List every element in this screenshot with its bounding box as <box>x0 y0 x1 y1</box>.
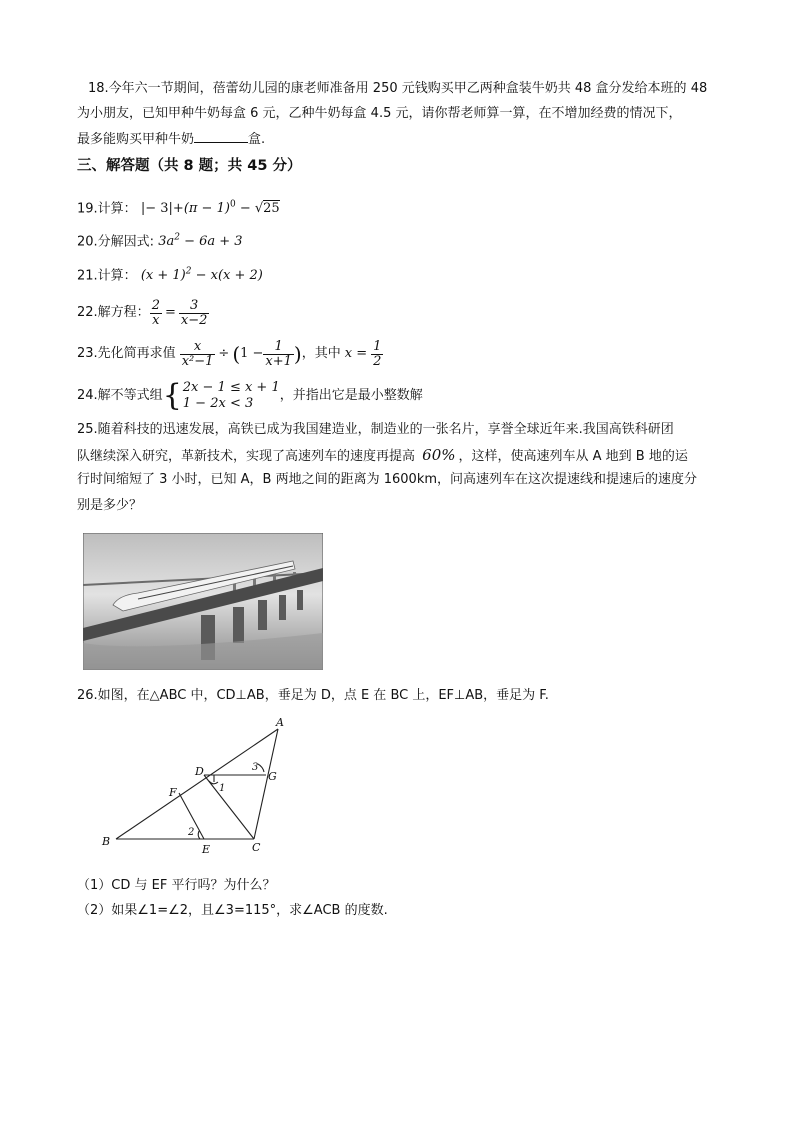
answer-blank <box>194 130 248 143</box>
q26-sub1: （1）CD 与 EF 平行吗？为什么？ <box>77 878 276 893</box>
q25-line3: 行时间缩短了 3 小时，已知 A，B 两地之间的距离为 1600km，问高速列车在这次提速线和提速后的速度分 <box>77 472 698 487</box>
q25-line4: 别是多少？ <box>77 498 143 513</box>
side-AB <box>116 729 278 839</box>
q23-mid: ，其中 <box>301 346 341 361</box>
q18-line2: 为小朋友，已知甲种牛奶每盒 6 元，乙种牛奶每盒 4.5 元，请你帮老师算一算，在不增加经费的情况下， <box>77 106 682 121</box>
high-speed-train-photo <box>83 533 323 670</box>
label-D: D <box>195 765 204 778</box>
q24-label: 24.解不等式组 <box>77 388 163 403</box>
q23-one-minus: 1 − <box>240 346 264 361</box>
angle-2: 2 <box>188 827 195 838</box>
q21 <box>77 263 263 285</box>
q25-line2: 队继续深入研究，革新技术，实现了高速列车的速度再提高 60% ，这样，使高速列车从 A 地到 B 地的运 <box>77 446 688 464</box>
q23-x-eq: x = <box>344 346 368 361</box>
q20 <box>77 229 243 251</box>
q23-fraction: $\frac{x}{\text{x²−1}}$ <box>181 338 214 369</box>
label-G: G <box>268 770 277 783</box>
label-A: A <box>276 716 284 729</box>
q26-intro: 26.如图，在△ABC 中，CD⊥AB，垂足为 D，点 E 在 BC 上，EF⊥AB，垂足为 F. <box>77 688 549 703</box>
q22-label: 22.解方程： <box>77 305 150 320</box>
q19-expression: |− $3|+(\pi - 1)^0 - √25$ <box>140 200 280 217</box>
q19-label: 19.计算： <box>77 201 137 217</box>
q18-line3 <box>77 130 265 149</box>
q24: 24.解不等式组 { 2x − 1 ≤ x + 1 1 − 2x < 3 ，并指出它是最小整数解 <box>77 378 423 413</box>
q22-left-fraction: $\frac{2}{x}$ <box>151 297 160 328</box>
side-AC <box>254 729 278 839</box>
q25-percent: 60% <box>422 446 456 464</box>
label-C: C <box>252 841 261 854</box>
q18-line1: 18.今年六一节期间，蓓蕾幼儿园的康老师准备用 250 元钱购买甲乙两种盒装牛奶共 48 盒分发给本班的 48 <box>88 81 708 96</box>
q25-line1: 25.随着科技的迅速发展，高铁已成为我国建造业，制造业的一张名片，享誉全球近年来.我国高铁科研团 <box>77 422 674 437</box>
equals-sign: = <box>164 305 176 320</box>
q22-right-fraction: $\frac{3}{x-2}$ <box>180 297 208 328</box>
q24-post: ，并指出它是最小整数解 <box>279 388 423 403</box>
q23-value: $\frac{1}{2}$ <box>373 338 382 369</box>
q19 <box>77 196 280 218</box>
section-title: 三、解答题（共 8 题；共 45 分） <box>77 158 302 174</box>
q21-expression: $(x + 1)^2 - x(x + 2)$ <box>140 267 263 284</box>
q21-label: 21.计算： <box>77 268 137 284</box>
q26-sub2: （2）如果∠1=∠2，且∠3=115°，求∠ACB 的度数. <box>77 903 388 918</box>
q18-line3-end: 盒. <box>248 132 266 147</box>
q24-system: 2x − 1 ≤ x + 1 1 − 2x < 3 <box>182 380 280 411</box>
label-F: F <box>169 786 177 799</box>
angle-3: 3 <box>252 762 259 773</box>
q23-label: 23.先化简再求值 <box>77 346 176 361</box>
q22 <box>77 297 209 329</box>
q23: 23.先化简再求值 $\frac{x}{\text{x²−1}}$ ÷ ( 1 − $\frac{1}{x+1}$ ) ，其中 x = $\frac{1}{2}$ <box>77 338 382 369</box>
angle-1: 1 <box>219 783 226 794</box>
label-E: E <box>202 843 211 854</box>
q23-inner-fraction: $\frac{1}{x+1}$ <box>265 338 292 369</box>
q20-expression: $3a^2 - 6a + 3$ <box>158 233 243 250</box>
segment-CD <box>204 775 254 839</box>
triangle-figure <box>96 714 296 854</box>
divide-sign: ÷ <box>218 346 230 361</box>
label-B: B <box>102 835 111 848</box>
q20-label: 20.分解因式: <box>77 234 155 250</box>
q18-line3-text: 最多能购买甲种牛奶 <box>77 132 195 147</box>
